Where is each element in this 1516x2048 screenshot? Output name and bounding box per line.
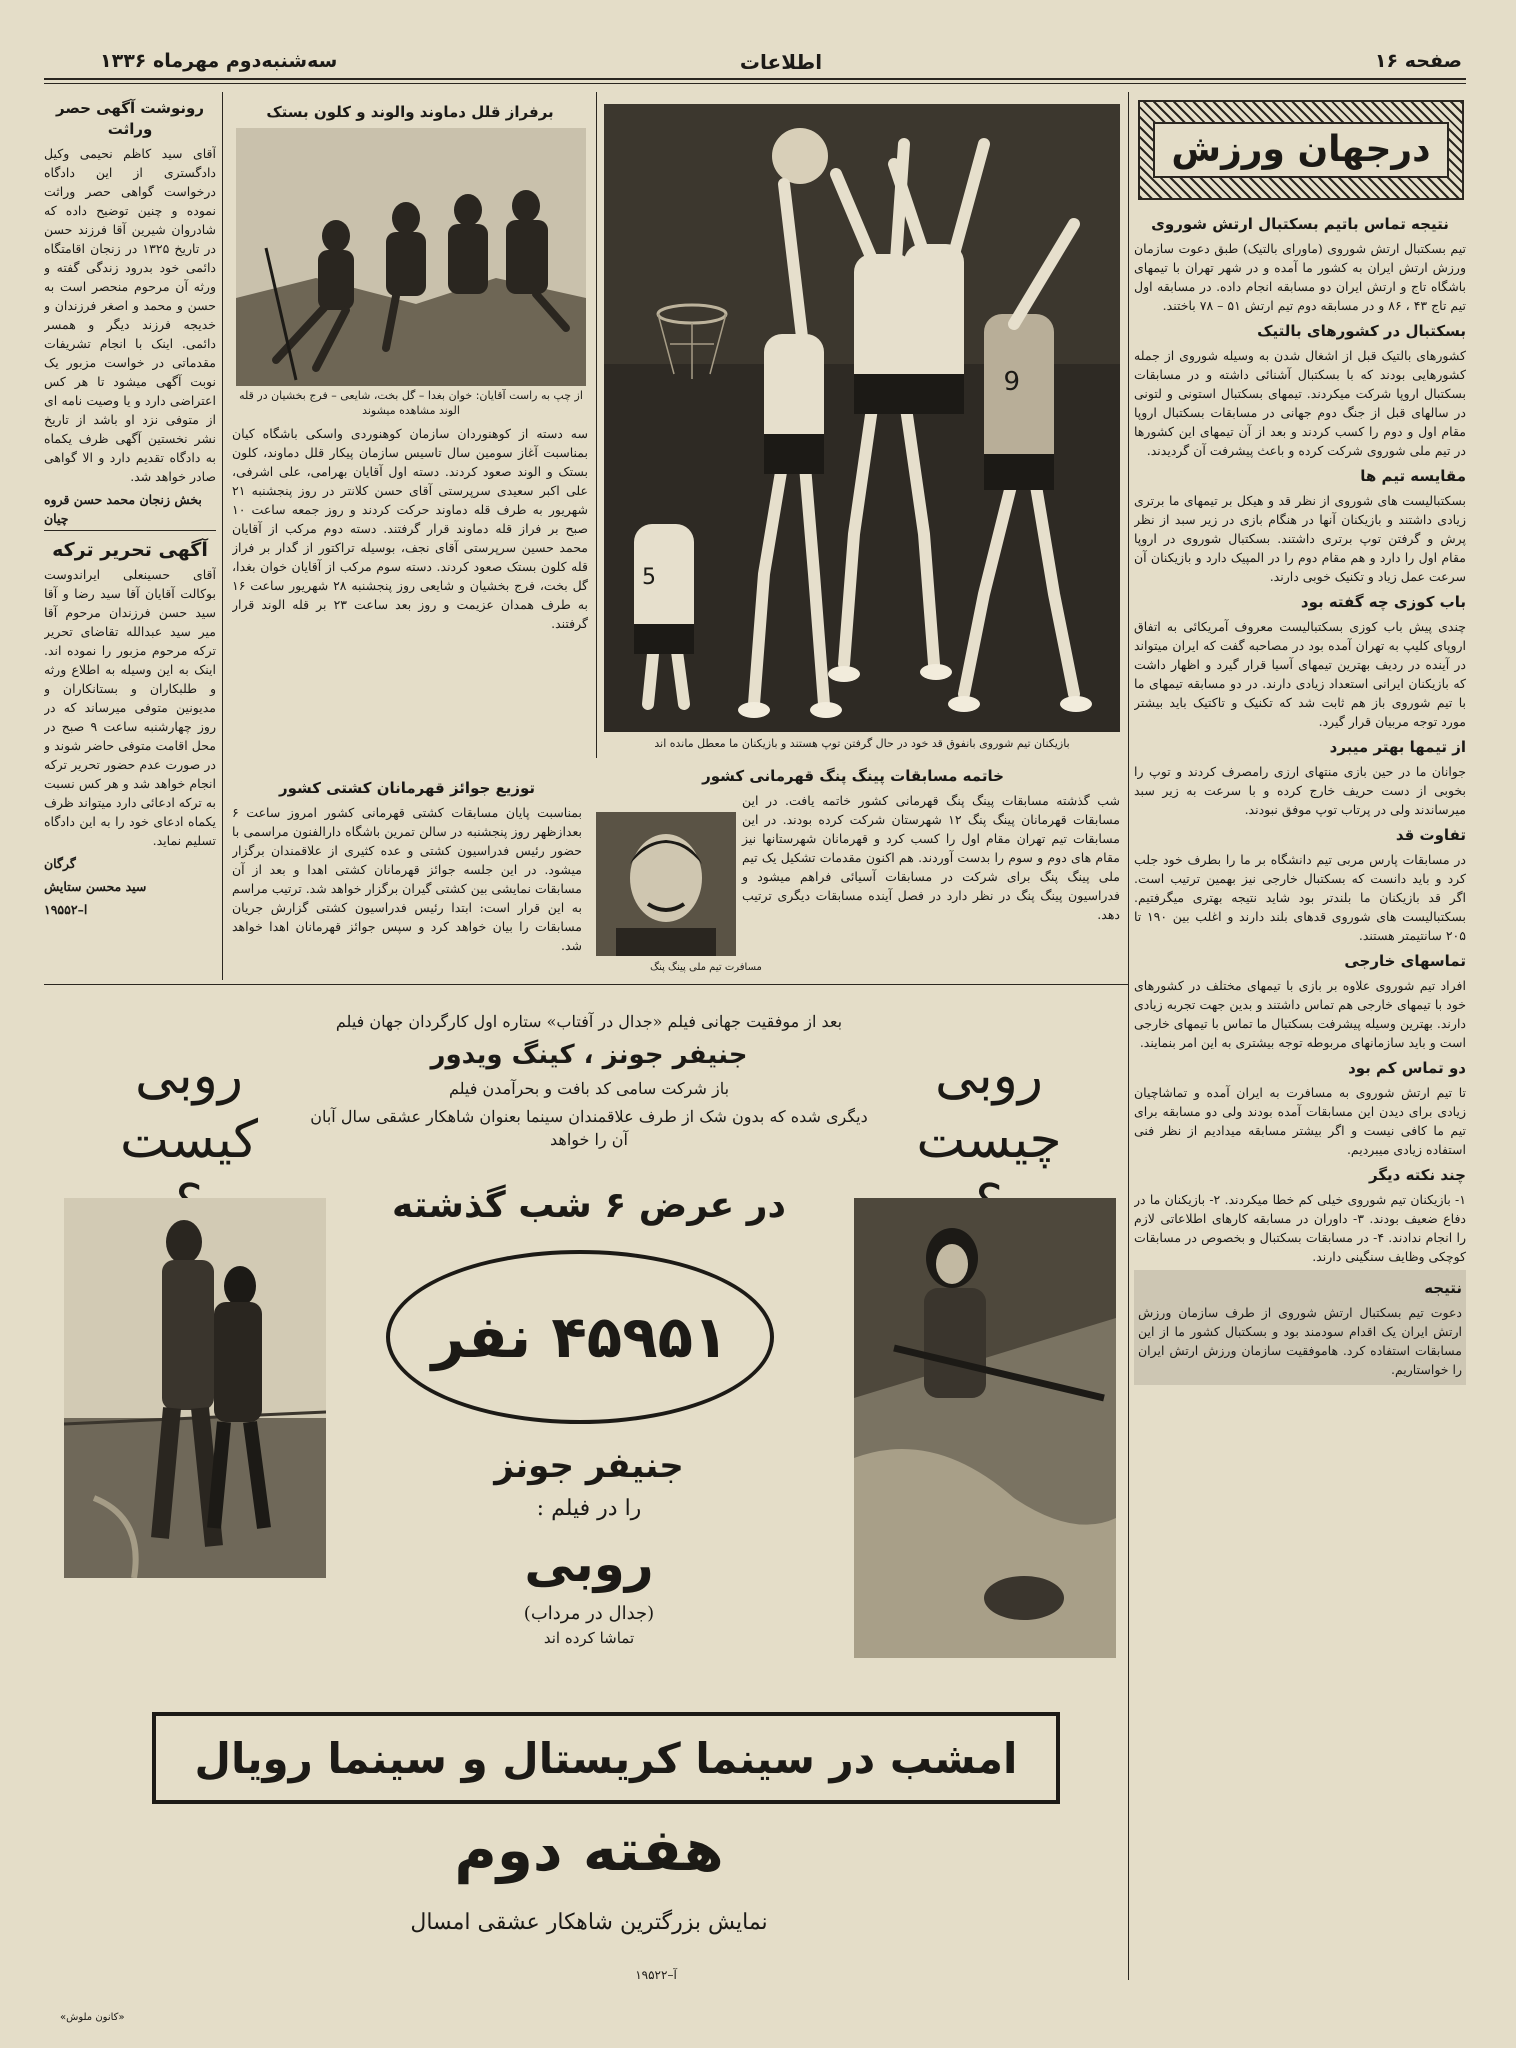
- masthead: اطلاعات: [739, 50, 823, 74]
- header-rule-2: [44, 83, 1466, 84]
- section-heading: بسکتبال در کشورهای بالتیک: [1257, 322, 1466, 340]
- section-two-matches: [1134, 1058, 1466, 1159]
- footer-note: «کانون ملوش»: [60, 2012, 125, 2023]
- svg-text:9: 9: [1003, 367, 1020, 397]
- ad-film-title: روبی: [524, 1535, 654, 1593]
- ad-tagline: [306, 1010, 872, 1156]
- section-text: چندی پیش باب کوزی بسکتبالیست معروف آمریکائی به اتفاق اروپای کلیپ به تهران آمده بود در مصاحبه گفت که ایران میتواند در آینده در ردیف بهترین تیمهای آسیا قرار گیرد و اظهار داشت که بازیکنان ایرانی استعداد زیادی دارند. در دو مسابقه تیمهای ما با تیم شوروی باز هم ثابت شد که تکنیک و تاکتیک باید بیشتر مورد توجه مربیان قرار گیرد.: [1134, 619, 1466, 729]
- section-baltic: [1134, 321, 1466, 460]
- notice-text: آقای سید کاظم نحیمی وکیل دادگستری از این دادگاه درخواست گواهی حصر وراثت نموده و چنین توضیح داده که شادروان شیرین آقا فرزند حسن در تاریخ ۱۳۲۵ در زنجان اقامتگاه دائمی خود بدرود زندگی گفته و ورثه آن مرحوم منحصر است به حسن و محمد و اصغر فرزندان و خدیجه فرزند دیگر و همسر دائمی. اینک با انجام تشریفات مقدماتی در خواست مزبور یک نوبت آگهی میشود تا هر کس اعتراضی دارد و یا وصیت نامه ای از متوفی نزد او باشد از تاریخ نشر نخستین آگهی ظرف یکماه به دادگاه تقدیم دارد و الا گواهی صادر خواهد شد.: [44, 146, 216, 484]
- section-heading: نتیجه تماس باتیم بسکتبال ارتش شوروی: [1151, 215, 1449, 233]
- section-notes: [1134, 1165, 1466, 1266]
- section-heading: نتیجه: [1424, 1279, 1462, 1297]
- header-rule: [44, 78, 1466, 80]
- sports-column: [1134, 208, 1466, 1918]
- couple-illustration: [64, 1198, 326, 1578]
- viewer-count: ۴۵۹۵۱ نفر: [431, 1303, 729, 1371]
- ad-photo-swamp: [854, 1198, 1116, 1658]
- cinema-advertisement: [56, 1002, 1122, 2000]
- mountain-article: [232, 424, 588, 770]
- ad-stars: جنیفر جونز ، کینگ ویدور: [430, 1040, 748, 1070]
- section-heading: تفاوت قد: [1395, 826, 1466, 844]
- climbers-illustration: [236, 128, 586, 386]
- notice-rule: [44, 530, 216, 531]
- notice-signature: سید محسن ستایش: [44, 879, 147, 894]
- notice-inheritance: [44, 92, 216, 526]
- notice-estate: [44, 534, 216, 978]
- section-text: افراد تیم شوروی علاوه بر بازی با تیمهای مختلف در کشورهای خود با تیمهای خارجی هم تماس داشتند و بدین جهت تجربه زیادی دارند. بهترین وسیله پیشرفت بسکتبال ما تماس با تیمهای خارجی است و باید سازمانهای مربوطه توجه بیشتری به این امر بنمایند.: [1134, 978, 1466, 1050]
- column-rule: [596, 92, 597, 758]
- section-basketball-result: [1134, 214, 1466, 315]
- column-rule: [222, 92, 223, 980]
- section-text: ۱- بازیکنان تیم شوروی خیلی کم خطا میکردند. ۲- بازیکنان ما در دفاع ضعیف بودند. ۳- داوران در مسابقه کارهای اطلاعاتی لازم را انجام ندادند. ۴- در مسابقات بسکتبال و بخصوص در مسابقات کوچکی وظایف سنگینی دارند.: [1134, 1192, 1466, 1264]
- section-heading: دو تماس کم بود: [1348, 1059, 1466, 1077]
- section-text: تیم بسکتبال ارتش شوروی (ماورای بالتیک) طبق دعوت سازمان ورزش ارتش ایران به کشور ما آمده و در شهر تهران با تیمهای باشگاه تاج و ارتش ایران دو مسابقه انجام داده. در مسابقه اول تیم تاج ۴۳ ، ۸۶ و در مسابقه دوم تیم ارتش ۵۱ – ۷۸ باختند.: [1134, 241, 1466, 313]
- pingpong-photo-caption: مسافرت تیم ملی پینگ پنگ: [650, 962, 762, 973]
- notice-city: گرگان: [44, 856, 76, 871]
- notice-heading: رونوشت آگهی حصر وراثت: [56, 99, 204, 138]
- banner-title: درجهان ورزش: [1153, 122, 1448, 178]
- basketball-illustration: [604, 104, 1120, 732]
- ad-viewer-count: [386, 1250, 774, 1424]
- wrestling-section: [232, 772, 582, 978]
- section-heading: تماسهای خارجی: [1344, 952, 1466, 970]
- section-heading: مقایسه تیم ها: [1360, 467, 1466, 485]
- mountain-heading: برفراز قلل دماوند والوند و کلون بستک: [266, 103, 554, 121]
- ad-tonight-box: [152, 1712, 1060, 1804]
- player-portrait-photo: [596, 812, 736, 956]
- wrestling-text: بمناسبت پایان مسابقات کشتی قهرمانی کشور امروز ساعت ۶ بعدازظهر روز پنجشنبه در سالن تمرین باشگاه دارالفنون مراسمی با حضور رئیس فدراسیون کشتی و عده کثیری از علاقمندان برگزار میشود. در این جلسه جوائز قهرمانان کشتی اهدا و بعد از آن مسابقات نمایشی بین کشتی گیران برگزار خواهد شد. ترتیب مراسم به این قرار است: ابتدا رئیس فدراسیون کشتی گزارش جریان مسابقات را بیان خواهد کرد و سپس جوائز قهرمانان اهدا خواهد شد.: [232, 805, 582, 953]
- ad-photo-couple: [64, 1198, 326, 1578]
- sports-banner: [1138, 100, 1464, 200]
- section-bob-cousy: [1134, 592, 1466, 731]
- section-text: تا تیم ارتش شوروی به مسافرت به ایران آمده و تماشاچیان زیادی برای دیدن این مسابقات آمده بودند ولی دو مسابقه برای تیم ما کافی نیست و اگر بیشتر مسابقه میدادیم از نظر فنی استفاده زیادی میبردیم.: [1134, 1085, 1466, 1157]
- section-heading: باب کوزی چه گفته بود: [1300, 593, 1466, 611]
- portrait-illustration: [596, 812, 736, 956]
- ad-tagline-4: دیگری شده که بدون شک از طرف علاقمندان سینما بعنوان شاهکار عشقی سال آبان آن را خواهد: [310, 1107, 868, 1149]
- ad-in-film: را در فیلم :: [536, 1496, 642, 1521]
- ad-tagline-1: بعد از موفقیت جهانی فیلم «جدال در آفتاب» ستاره اول کارگردان جهان فیلم: [335, 1012, 843, 1031]
- ad-run-label: در عرض ۶ شب گذشته: [392, 1185, 786, 1226]
- section-text: کشورهای بالتیک قبل از اشغال شدن به وسیله شوروی از جمله کشورهایی بودند که با بسکتبال آشنائی داشته و در مسابقات بسکتبال اروپا شرکت میکردند. تیمهای بسکتبال استونی و لتونی در سالهای قبل از جنگ دوم جهانی در مسابقات بسکتبال اروپا مقام اول و دوم را کسب کردند و بعد از آن تیمهای این کشورها در تیم ملی شوروی شرکت کرده و باعث پیشرفت آن گردیدند.: [1134, 348, 1466, 458]
- column-rule: [1128, 92, 1129, 1980]
- section-foreign-contact: [1134, 951, 1466, 1052]
- section-compare: [1134, 466, 1466, 586]
- section-height: [1134, 825, 1466, 945]
- section-heading: از تیمها بهتر میبرد: [1329, 738, 1466, 756]
- section-conclusion: [1134, 1270, 1466, 1385]
- mountain-text: سه دسته از کوهنوردان سازمان کوهنوردی واسکی باشگاه کیان بمناسبت آغاز سومین سال تاسیس سازمان پیکار قلل دماوند، کلون بستک و الوند صعود کردند. دسته اول آقایان بهرامی، علی اشرفی، علی اکبر سعیدی سرپرستی آقای حسن کلانتر در روز پنجشنبه ۲۱ شهریور به طرف قله دماوند حرکت کردند و روز جمعه ساعت ۱۰ صبح بر فراز قله دماوند قرار گرفتند. دسته دوم مرکب از آقایان محمد حسین سرپرستی آقای نجف، بوسیله تراکتور از گدار بر فراز قله کلون بستک صعود کردند. دسته سوم مرکب از آقایان خوان بغدا، گل بخت، فرج بخشیان و شایعی روز پنجشنبه ۲۸ شهریور ساعت ۱۶ به طرف همدان عزیمت و روز بعد ساعت ۲۳ بر قله الوند قرار گرفتند.: [232, 426, 588, 631]
- ad-tagline-3: باز شرکت سامی کد بافت و بحرآمدن فیلم: [448, 1079, 730, 1098]
- section-text: بسکتبالیست های شوروی از نظر قد و هیکل بر تیمهای ما برتری زیادی داشتند و بازیکنان آنها در هنگام بازی در زیر سبد از نظر پرش و گرفتن توپ برتری داشتند. بسکتبال شوروی در اروپا مقام اول را دارد و هم مقام دوم را در المپیک دارد و بازیکنان آن سرعت عمل زیاد و تکنیک خوبی دارند.: [1134, 493, 1466, 584]
- section-heading: چند نکته دیگر: [1368, 1166, 1466, 1184]
- basketball-caption: بازیکنان تیم شوروی بانفوق قد خود در حال گرفتن توپ هستند و بازیکنان ما معطل مانده اند: [654, 737, 1070, 750]
- pingpong-text: شب گذشته مسابقات پینگ پنگ قهرمانی کشور خاتمه یافت. در این مسابقات قهرمانان پینگ پنگ ۱۲ شهرستان شرکت کرده بودند. در این مسابقات تیم تهران مقام اول را کسب کرد و قهرمانان شهرستانها نیز مقام های دوم و سوم را بدست آوردند. هم اکنون مقدمات تشکیل یک تیم ملی پینگ پنگ برای شرکت در مسابقات آسیائی فراهم میشود و فدراسیون پینگ پنگ در نظر دارد در فصل آینده مسابقات دیگری ترتیب دهد.: [742, 793, 1120, 922]
- notice-heading: آگهی تحریر ترکه: [52, 539, 208, 561]
- issue-date: سه‌شنبه‌دوم مهرماه ۱۳۳۶: [100, 50, 338, 72]
- climbers-caption: از چپ به راست آقایان: خوان بغدا – گل بخت، شایعی – فرج بخشیان در قله الوند مشاهده میشوند: [239, 389, 583, 417]
- notice-signature: بخش زنجان محمد حسن قروه چیان: [44, 492, 202, 526]
- section-rule: [44, 984, 1128, 985]
- section-text: دعوت تیم بسکتبال ارتش شوروی از طرف سازمان ورزش ارتش ایران یک اقدام سودمند بود و بسکتبال کشور ما از این مسابقات استفاده کرد. هاموفقیت سازمان ورزش ارتش ایران را خواستاریم.: [1138, 1305, 1462, 1377]
- ad-question-left: روبی کیست: [120, 1046, 258, 1170]
- notice-text: آقای حسینعلی ایراندوست بوکالت آقایان آقا سید رضا و آقا سید حسن فرزندان مرحوم آقا میر سید عبدالله تقاضای تحریر ترکه مرحوم مزبور را نموده اند. اینک به این وسیله به اطلاع ورثه و طلبکاران و بستانکاران و مدیونین متوفی میرساند که در روز چهارشنبه ساعت ۹ صبح در محل اقامت متوفی حاضر شوند و در صورت عدم حضور تحریر ترکه انجام خواهد شد و هر کس نسبت به ترکه ادعائی دارد میتواند ظرف یکماه ادعای خود را به این دادگاه تسلیم نماید.: [44, 567, 216, 848]
- page-number: صفحه ۱۶: [1374, 50, 1462, 72]
- ad-week: هفته دوم: [454, 1816, 724, 1884]
- ad-show: نمایش بزرگترین شاهکار عشقی امسال: [410, 1910, 768, 1935]
- swamp-illustration: [854, 1198, 1116, 1658]
- ad-tonight: امشب در سینما کریستال و سینما رویال: [194, 1733, 1018, 1783]
- section-energy: [1134, 737, 1466, 819]
- ad-film-subtitle: (جدال در مرداب): [523, 1603, 655, 1624]
- ad-code: آ–۱۹۵۲۲: [635, 1968, 677, 1982]
- page-header: [96, 44, 1466, 78]
- svg-text:5: 5: [642, 565, 656, 590]
- ad-actress: جنیفر جونز: [494, 1446, 684, 1486]
- wrestling-heading: توزیع جوائز قهرمانان کشتی کشور: [278, 779, 536, 797]
- section-text: جوانان ما در حین بازی منتهای ارزی رامصرف کردند و توپ را بخوبی از دست حریف خارج کرده و با سرعت به زیر سبد میرساندند ولی در پرتاب توپ موفق نبودند.: [1134, 764, 1466, 817]
- section-text: در مسابقات پارس مربی تیم دانشگاه بر ما را بطرف خود جلب کرد و باید دانست که بسکتبال خارجی نیز بهمین ترتیب است. اگر قد بازیکنان ما بلندتر بود شاید نتیجه بهتری میگرفتیم. بسکتبالیست های شوروی قدهای بلند دارند و اغلب بین ۱۹۰ تا ۲۰۵ سانتیمتر هستند.: [1134, 852, 1466, 943]
- basketball-photo: [604, 104, 1120, 732]
- notice-ref: ا–۱۹۵۵۲: [44, 902, 88, 917]
- pingpong-heading: خاتمه مسابقات پینگ پنگ قهرمانی کشور: [702, 767, 1004, 785]
- ad-question-right: روبی چیست: [916, 1046, 1062, 1170]
- climbers-photo: [236, 128, 586, 386]
- mountain-heading-box: [230, 96, 590, 126]
- ad-watched: تماشا کرده اند: [543, 1629, 635, 1647]
